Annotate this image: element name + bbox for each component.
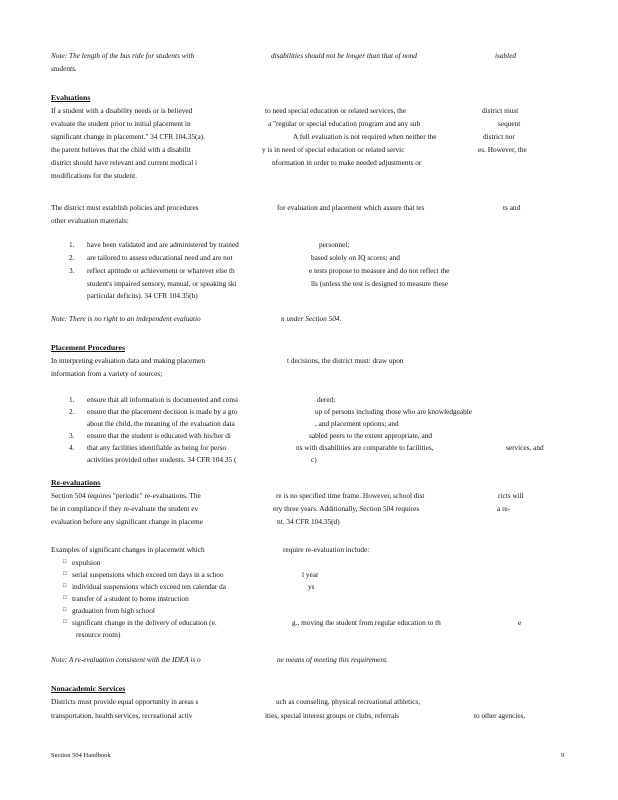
note-text: ne means of meeting this requirement. [277, 655, 388, 664]
paragraph-line: Examples of significant changes in placement which [51, 545, 205, 554]
bullet-item: individual suspensions which exceed ten calendar da [72, 582, 226, 591]
paragraph-line: ery three years. Additionally, Section 504 requires [273, 504, 420, 513]
bullet-item: serial suspensions which exceed ten days in a schoo [72, 570, 224, 579]
list-item: c) [311, 455, 317, 464]
paragraph-line: Section 504 requires "periodic" re-evaluations. The [51, 491, 201, 500]
paragraph-line: district should have relevant and current medical i [51, 158, 198, 167]
bullet-icon: □ [63, 595, 67, 601]
list-number: 1. [69, 240, 75, 249]
bullet-item: resource room) [76, 630, 121, 639]
paragraph-line: district must [482, 106, 519, 115]
paragraph-line: uch as counseling, physical recreational athletics, [276, 697, 421, 706]
paragraph-line: a re- [497, 504, 511, 513]
paragraph-line: Districts must provide equal opportunity in areas s [51, 697, 199, 706]
bullet-icon: □ [63, 571, 67, 577]
paragraph-line: be in compliance if they re-evaluate the student ev [51, 504, 199, 513]
list-item: ns with disabilities are comparable to facilities, [296, 443, 434, 452]
paragraph-line: es. However, the [478, 145, 527, 154]
list-item: up of persons including those who are knowledgeable [315, 407, 473, 416]
bullet-item: ys [308, 582, 315, 591]
bullet-item: significant change in the delivery of education (e. [72, 618, 217, 627]
section-heading-reevaluations: Re-evaluations [51, 478, 101, 487]
note-text: disabilities should not be longer than that of nond [271, 51, 417, 60]
note-text: Note: A re-evaluation consistent with the IDEA is o [51, 655, 201, 664]
paragraph-line: transportation, health services, recreational activ [51, 711, 193, 720]
paragraph-line: If a student with a disability needs or is believed [51, 106, 193, 115]
bullet-item: expulsion [72, 558, 101, 567]
paragraph-line: The district must establish policies and procedures [51, 203, 199, 212]
list-item: sabled peers to the extent appropriate, and [309, 431, 432, 440]
list-item: about the child, the meaning of the evaluation data [87, 419, 235, 428]
bullet-icon: □ [63, 607, 67, 613]
footer-title: Section 504 Handbook [51, 752, 111, 759]
paragraph-line: y is in need of special education or related servic [262, 145, 405, 154]
paragraph-line: ricts will [498, 491, 524, 500]
list-item: ensure that the student is educated with his/her di [87, 431, 231, 440]
list-item: ensure that all information is documented and consi [87, 395, 238, 404]
bullet-item: transfer of a student to home instruction [72, 594, 189, 603]
section-heading-nonacademic: Nonacademic Services [51, 684, 126, 693]
paragraph-line: evaluate the student prior to initial placement in [51, 119, 191, 128]
bullet-icon: □ [63, 559, 67, 565]
list-item: ensure that the placement decision is made by a gro [87, 407, 238, 416]
paragraph-line: require re-evaluation include: [283, 545, 370, 554]
list-item: reflect aptitude or achievement or whatever else th [87, 266, 235, 275]
list-number: 2. [69, 407, 75, 416]
list-item: that any facilities identifiable as being for perso [87, 443, 227, 452]
paragraph-line: sequent [498, 119, 521, 128]
note-text: Note: The length of the bus ride for students with [51, 51, 195, 60]
list-item: dered; [317, 395, 336, 404]
paragraph-line: significant change in placement." 34 CFR 104.35(a). [51, 132, 205, 141]
list-item: lls (unless the test is designed to measure these [311, 279, 448, 288]
paragraph-line: information from a variety of sources; [51, 369, 163, 378]
list-number: 3. [69, 431, 75, 440]
list-number: 4. [69, 443, 75, 452]
list-item: student's impaired sensory, manual, or speaking ski [87, 279, 237, 288]
list-item: e tests propose to measure and do not reflect the [309, 266, 450, 275]
paragraph-line: for evaluation and placement which assure that tes [277, 203, 425, 212]
list-item: , and placement options; and [315, 419, 399, 428]
bullet-icon: □ [63, 583, 67, 589]
list-item: personnel; [319, 240, 350, 249]
section-heading-evaluations: Evaluations [51, 93, 91, 102]
bullet-icon: □ [63, 619, 67, 625]
list-item: particular deficits). 34 CFR 104.35(b) [87, 291, 198, 300]
bullet-item: graduation from high school [72, 606, 155, 615]
paragraph-line: a "regular or special education program and any sub [268, 119, 421, 128]
paragraph-line: to need special education or related services, the [265, 106, 407, 115]
paragraph-line: modifications for the student. [51, 171, 137, 180]
list-item: based solely on IQ scores; and [311, 253, 400, 262]
paragraph-line: the parent believes that the child with a disabilit [51, 145, 191, 154]
list-item: have been validated and are administered by trained [87, 240, 239, 249]
note-text: Note: There is no right to an independent evaluatio [51, 314, 201, 323]
paragraph-line: district nor [483, 132, 515, 141]
list-item: services, and [506, 443, 544, 452]
paragraph-line: A full evaluation is not required when neither the [293, 132, 437, 141]
paragraph-line: ities, special interest groups or clubs, referrals [265, 711, 400, 720]
paragraph-line: other evaluation materials: [51, 216, 129, 225]
section-heading-placement: Placement Procedures [51, 343, 125, 352]
note-text: students. [51, 64, 77, 73]
bullet-item: l year [302, 570, 319, 579]
list-item: activities provided other students. 34 CFR 104.35 ( [87, 455, 237, 464]
bullet-item: e [518, 618, 522, 627]
list-number: 3. [69, 266, 75, 275]
paragraph-line: nformation in order to make needed adjustments or [272, 158, 422, 167]
paragraph-line: to other agencies, [474, 711, 526, 720]
note-text: isabled [495, 51, 517, 60]
bullet-item: g., moving the student from regular education to th [292, 618, 441, 627]
note-text: n under Section 504. [281, 314, 342, 323]
paragraph-line: evaluation before any significant change in placeme [51, 517, 203, 526]
paragraph-line: In interpreting evaluation data and making placemen [51, 356, 205, 365]
paragraph-line: re is no specified time frame. However, school dist [276, 491, 425, 500]
paragraph-line: t decisions, the district must: draw upon [287, 356, 404, 365]
paragraph-line: nt. 34 CFR 104.35(d) [277, 517, 340, 526]
paragraph-line: ts and [503, 203, 521, 212]
list-number: 1. [69, 395, 75, 404]
list-item: are tailored to assess educational need and are not [87, 253, 233, 262]
list-number: 2. [69, 253, 75, 262]
page-number: 9 [561, 752, 565, 759]
